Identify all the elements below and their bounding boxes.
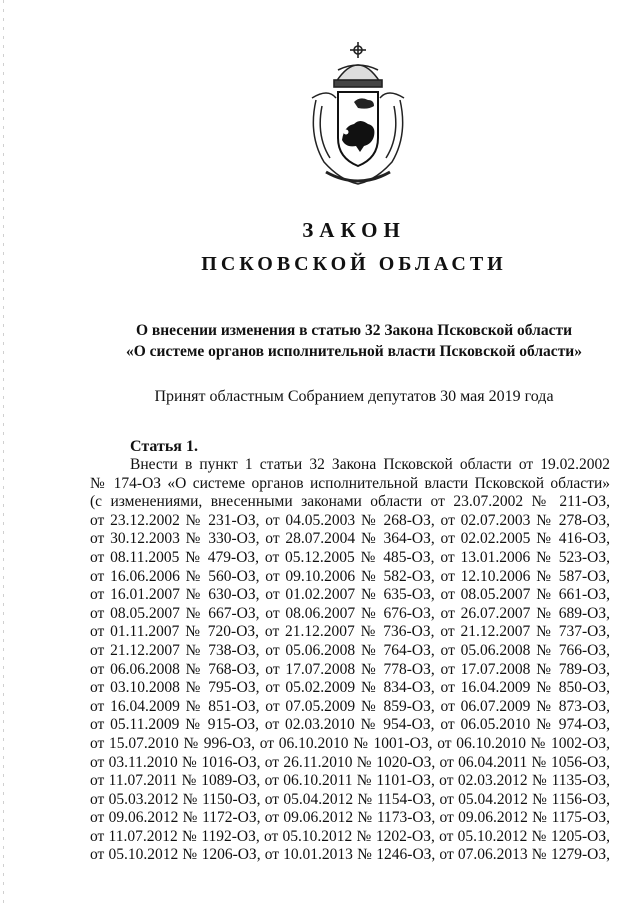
article-line: от 05.10.2012 № 1206-ОЗ, от 10.01.2013 № 1246-ОЗ, от 07.06.2013 № 1279-ОЗ,	[90, 846, 610, 864]
article-line: от 11.07.2012 № 1192-ОЗ, от 05.10.2012 № 1202-ОЗ, от 05.10.2012 № 1205-ОЗ,	[90, 827, 610, 845]
article-line: Внести в пункт 1 статьи 32 Закона Псковской области от 19.02.2002	[130, 456, 610, 473]
coat-of-arms-icon	[298, 40, 418, 190]
article-line: от 15.07.2010 № 996-ОЗ, от 06.10.2010 № 1001-ОЗ, от 06.10.2010 № 1002-ОЗ,	[90, 734, 610, 752]
article-line: от 08.11.2005 № 479-ОЗ, от 05.12.2005 № 485-ОЗ, от 13.01.2006 № 523-ОЗ,	[90, 548, 610, 566]
subject-line: О внесении изменения в статью 32 Закона Псковской области	[135, 322, 573, 339]
article-line: № 174-ОЗ «О системе органов исполнительной власти Псковской области»	[90, 474, 610, 492]
article-line: от 16.01.2007 № 630-ОЗ, от 01.02.2007 № 635-ОЗ, от 08.05.2007 № 661-ОЗ,	[90, 586, 610, 604]
article-body	[90, 456, 610, 865]
adoption-note: Принят областным Собранием депутатов 30 мая 2019 года	[154, 388, 554, 405]
article-line: от 01.11.2007 № 720-ОЗ, от 21.12.2007 № 736-ОЗ, от 21.12.2007 № 737-ОЗ,	[90, 623, 610, 641]
article-line: от 09.06.2012 № 1172-ОЗ, от 09.06.2012 № 1173-ОЗ, от 09.06.2012 № 1175-ОЗ,	[90, 809, 610, 827]
article-line: от 03.11.2010 № 1016-ОЗ, от 26.11.2010 № 1020-ОЗ, от 06.04.2011 № 1056-ОЗ,	[90, 753, 610, 771]
article-line: от 16.04.2009 № 851-ОЗ, от 07.05.2009 № 859-ОЗ, от 06.07.2009 № 873-ОЗ,	[90, 697, 610, 715]
subject-line: «О системе органов исполнительной власти Псковской области»	[126, 343, 582, 360]
article-line: от 21.12.2007 № 738-ОЗ, от 05.06.2008 № 764-ОЗ, от 05.06.2008 № 766-ОЗ,	[90, 641, 610, 659]
article-line: (с изменениями, внесенными законами области от 23.07.2002 № 211-ОЗ,	[90, 493, 610, 511]
article-line: от 03.10.2008 № 795-ОЗ, от 05.02.2009 № 834-ОЗ, от 16.04.2009 № 850-ОЗ,	[90, 679, 610, 697]
article-heading: Статья 1.	[130, 438, 198, 455]
law-subject	[0, 320, 640, 362]
article-line: от 23.12.2002 № 231-ОЗ, от 04.05.2003 № 268-ОЗ, от 02.07.2003 № 278-ОЗ,	[90, 511, 610, 529]
article-line: от 05.03.2012 № 1150-ОЗ, от 05.04.2012 № 1154-ОЗ, от 05.04.2012 № 1156-ОЗ,	[90, 790, 610, 808]
article-line: от 06.06.2008 № 768-ОЗ, от 17.07.2008 № 778-ОЗ, от 17.07.2008 № 789-ОЗ,	[90, 660, 610, 678]
article-line: от 05.11.2009 № 915-ОЗ, от 02.03.2010 № 954-ОЗ, от 06.05.2010 № 974-ОЗ,	[90, 716, 610, 734]
region-title: ПСКОВСКОЙ ОБЛАСТИ	[201, 253, 507, 275]
law-title: ЗАКОН	[302, 218, 406, 242]
article-line: от 08.05.2007 № 667-ОЗ, от 08.06.2007 № 676-ОЗ, от 26.07.2007 № 689-ОЗ,	[90, 604, 610, 622]
article-line: от 11.07.2011 № 1089-ОЗ, от 06.10.2011 № 1101-ОЗ, от 02.03.2012 № 1135-ОЗ,	[90, 772, 610, 790]
scan-edge	[3, 0, 4, 905]
article-line: от 30.12.2003 № 330-ОЗ, от 28.07.2004 № 364-ОЗ, от 02.02.2005 № 416-ОЗ,	[90, 530, 610, 548]
article-line: от 16.06.2006 № 560-ОЗ, от 09.10.2006 № 582-ОЗ, от 12.10.2006 № 587-ОЗ,	[90, 567, 610, 585]
